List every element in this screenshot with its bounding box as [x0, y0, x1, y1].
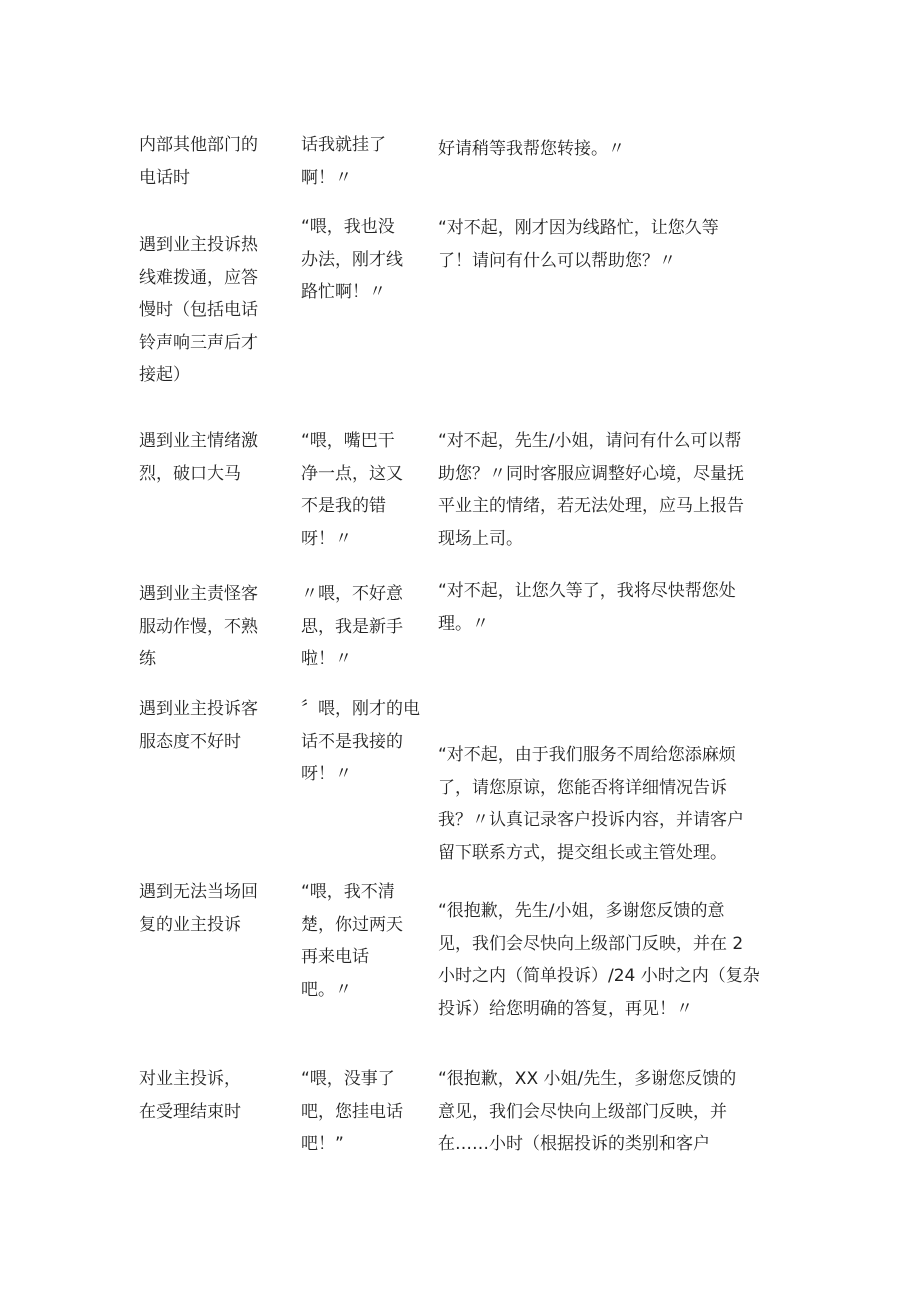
situation-cell: 对业主投诉， 在受理结束时 [139, 1069, 241, 1122]
wrong-response-cell: 〞喂，刚才的电 话不是我接的 呀！〃 [301, 699, 420, 784]
wrong-response-cell: 〃喂，不好意 思，我是新手 啦！〃 [301, 584, 403, 669]
situation-cell: 内部其他部门的 电话时 [139, 135, 258, 188]
correct-response-cell: “对不起，让您久等了，我将尽快帮您处 理。〃 [438, 581, 736, 634]
correct-response-cell: “对不起，刚才因为线路忙，让您久等 了！请问有什么可以帮助您？〃 [438, 218, 719, 271]
wrong-response-cell: “喂，我不清 楚，你过两天 再来电话 吧。〃 [301, 882, 403, 1000]
wrong-response-cell: “喂，嘴巴干 净一点，这又 不是我的错 呀！〃 [301, 431, 403, 549]
correct-response-cell: “对不起，先生/小姐，请问有什么可以帮 助您？〃同时客服应调整好心境，尽量抚 平业主的情绪，若无法处理，应马上报告 现场上司。 [438, 431, 744, 549]
correct-response-cell: “很抱歉，先生/小姐，多谢您反馈的意 见，我们会尽快向上级部门反映，并在 2 小时之内（简单投诉）/24 小时之内（复杂 投诉）给您明确的答复，再见！〃 [438, 901, 760, 1019]
wrong-response-cell: “喂，没事了 吧，您挂电话 吧！” [301, 1069, 403, 1154]
situation-cell: 遇到业主投诉客 服态度不好时 [139, 699, 258, 752]
wrong-response-cell: 话我就挂了 啊！〃 [301, 135, 386, 188]
situation-cell: 遇到无法当场回 复的业主投诉 [139, 882, 258, 935]
situation-cell: 遇到业主情绪激 烈，破口大马 [139, 431, 258, 484]
correct-response-cell: 好请稍等我帮您转接。〃 [438, 139, 625, 159]
correct-response-cell: “对不起，由于我们服务不周给您添麻烦 了，请您原谅，您能否将详细情况告诉 我？〃认真记录客户投诉内容，并请客户 留下联系方式，提交组长或主管处理。 [438, 745, 744, 863]
correct-response-cell: “很抱歉，XX 小姐/先生，多谢您反馈的 意见，我们会尽快向上级部门反映，并 在……小时（根据投诉的类别和客户 [438, 1069, 737, 1154]
situation-cell: 遇到业主投诉热 线难拨通，应答 慢时（包括电话 铃声响三声后才 接起） [139, 235, 258, 385]
wrong-response-cell: “喂，我也没 办法，刚才线 路忙啊！〃 [301, 217, 403, 302]
situation-cell: 遇到业主责怪客 服动作慢，不熟 练 [139, 584, 258, 669]
